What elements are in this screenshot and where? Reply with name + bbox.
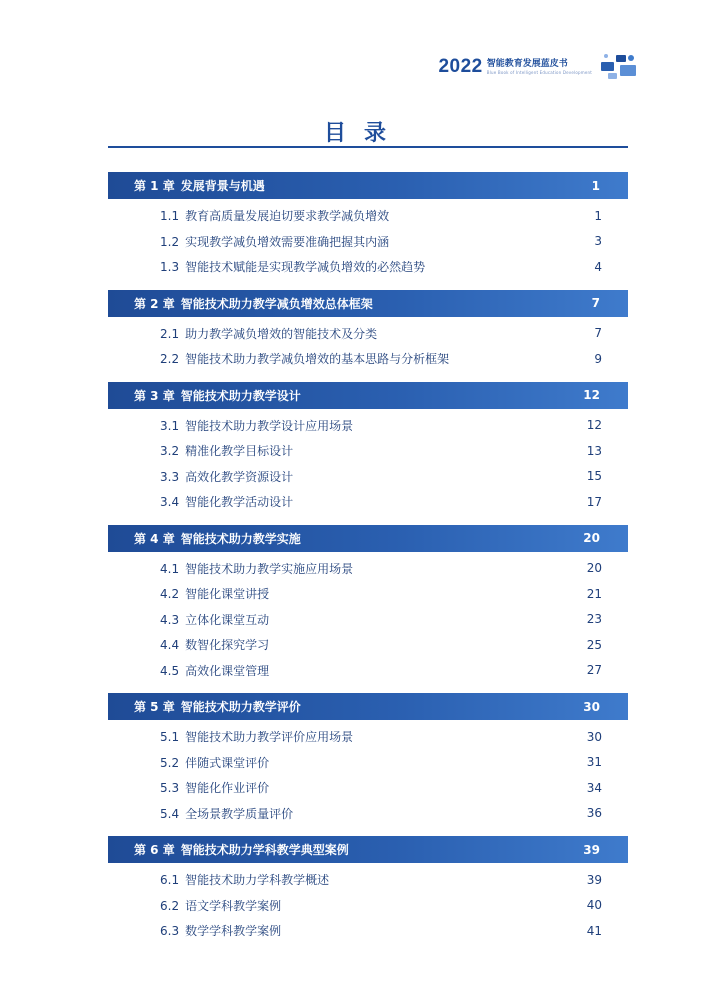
section-number: 2.1 [160, 326, 180, 341]
chapter-number: 第 1 章 [134, 179, 175, 193]
page-header [438, 50, 640, 84]
section-title: 实现教学减负增效需要准确把握其内涵 [185, 234, 390, 249]
chapter-page: 30 [583, 699, 600, 714]
toc-section-5.1[interactable] [108, 724, 628, 750]
toc-section-1.1[interactable] [108, 203, 628, 229]
toc-section-1.2[interactable] [108, 229, 628, 255]
chapter-number: 第 3 章 [134, 388, 175, 403]
chapter-heading [134, 698, 301, 715]
toc-section-4.4[interactable] [108, 632, 628, 658]
section-title: 伴随式课堂评价 [185, 755, 270, 770]
section-title: 全场景教学质量评价 [185, 806, 294, 821]
section-heading [160, 233, 389, 250]
toc-section-3.4[interactable] [108, 489, 628, 515]
section-heading [160, 611, 269, 628]
chapter-title: 智能技术助力教学实施 [180, 531, 301, 546]
section-number: 1.2 [160, 234, 180, 249]
toc-section-4.2[interactable] [108, 581, 628, 607]
section-heading [160, 871, 329, 888]
section-title: 智能化教学活动设计 [185, 495, 294, 510]
toc-section-4.1[interactable] [108, 556, 628, 582]
section-page: 36 [586, 806, 602, 821]
section-heading [160, 417, 353, 434]
brand-text [487, 60, 592, 75]
brand-title: 智能教育发展蓝皮书 [486, 58, 568, 69]
chapter-title: 智能技术助力学科教学典型案例 [180, 843, 349, 857]
toc-chapter-2[interactable] [108, 290, 628, 317]
section-title: 智能技术助力教学设计应用场景 [185, 418, 354, 433]
section-heading [160, 805, 293, 822]
section-page: 1 [594, 208, 602, 223]
section-heading [160, 636, 269, 653]
toc-chapter-5[interactable] [108, 693, 628, 720]
section-number: 1.3 [160, 260, 180, 275]
section-heading [160, 728, 353, 745]
section-heading [160, 207, 389, 224]
toc-chapter-4[interactable] [108, 525, 628, 552]
toc-section-6.1[interactable] [108, 867, 628, 893]
section-heading [160, 325, 377, 342]
toc-section-5.4[interactable] [108, 801, 628, 827]
section-heading [160, 922, 281, 939]
section-number: 3.2 [160, 444, 180, 459]
section-page: 13 [586, 443, 602, 458]
section-heading [160, 442, 293, 459]
section-title: 语文学科教学案例 [185, 898, 282, 913]
section-title: 智能技术助力学科教学概述 [185, 873, 330, 888]
toc-section-6.2[interactable] [108, 893, 628, 919]
section-page: 21 [586, 586, 602, 601]
chapter-number: 第 2 章 [134, 296, 175, 311]
toc-section-4.5[interactable] [108, 658, 628, 684]
section-title: 高效化课堂管理 [185, 663, 270, 678]
section-heading [160, 258, 425, 275]
chapter-heading [134, 295, 373, 312]
chapter-heading [134, 177, 265, 194]
section-number: 5.2 [160, 755, 180, 770]
section-number: 6.3 [160, 924, 180, 939]
section-number: 4.1 [160, 561, 180, 576]
toc-section-2.1[interactable] [108, 321, 628, 347]
title-divider [108, 146, 628, 148]
section-number: 3.1 [160, 418, 180, 433]
section-page: 3 [594, 234, 602, 249]
section-page: 17 [586, 494, 602, 509]
chapter-number: 第 4 章 [134, 531, 175, 546]
section-number: 2.2 [160, 352, 180, 367]
toc-section-4.3[interactable] [108, 607, 628, 633]
chapter-number: 第 5 章 [134, 700, 175, 714]
section-page: 9 [594, 351, 602, 366]
chapter-title: 智能技术助力教学设计 [180, 388, 301, 403]
chapter-heading [134, 530, 301, 547]
section-number: 5.4 [160, 806, 180, 821]
section-title: 高效化教学资源设计 [185, 469, 294, 484]
chapter-page: 1 [591, 178, 600, 193]
toc-section-1.3[interactable] [108, 254, 628, 280]
toc-section-3.3[interactable] [108, 464, 628, 490]
section-page: 7 [594, 326, 602, 341]
section-page: 4 [594, 259, 602, 274]
section-title: 数智化探究学习 [185, 638, 270, 653]
toc-section-5.3[interactable] [108, 775, 628, 801]
chapter-heading [134, 387, 301, 404]
section-number: 1.1 [160, 209, 180, 224]
section-title: 数学学科教学案例 [185, 924, 282, 939]
table-of-contents [108, 172, 628, 944]
toc-title: 目录 [323, 121, 404, 146]
toc-section-3.1[interactable] [108, 413, 628, 439]
toc-chapter-1[interactable] [108, 172, 628, 199]
section-number: 6.2 [160, 898, 180, 913]
section-page: 27 [586, 663, 602, 678]
section-heading [160, 493, 293, 510]
chapter-heading [134, 841, 349, 858]
chapter-title: 发展背景与机遇 [180, 179, 265, 193]
section-number: 3.3 [160, 469, 180, 484]
section-number: 4.4 [160, 638, 180, 653]
section-heading [160, 468, 293, 485]
section-heading [160, 897, 281, 914]
section-number: 5.3 [160, 781, 180, 796]
section-number: 6.1 [160, 873, 180, 888]
section-heading [160, 585, 269, 602]
toc-chapter-3[interactable] [108, 382, 628, 409]
section-page: 20 [586, 561, 602, 576]
section-number: 3.4 [160, 495, 180, 510]
section-title: 智能技术助力教学实施应用场景 [185, 561, 354, 576]
brand-subtitle: Blue Book of Intelligent Education Development [486, 69, 592, 75]
section-heading [160, 754, 269, 771]
chapter-page: 39 [583, 842, 600, 857]
section-heading [160, 662, 269, 679]
section-page: 31 [586, 755, 602, 770]
section-title: 智能技术助力教学减负增效的基本思路与分析框架 [185, 352, 450, 367]
chapter-number: 第 6 章 [134, 843, 175, 857]
section-number: 5.1 [160, 730, 180, 745]
chapter-page: 7 [591, 296, 600, 310]
section-page: 39 [586, 872, 602, 887]
section-title: 助力教学减负增效的智能技术及分类 [185, 326, 378, 341]
toc-section-6.3[interactable] [108, 918, 628, 944]
section-page: 15 [586, 469, 602, 484]
section-page: 40 [586, 898, 602, 913]
section-heading [160, 350, 449, 367]
section-page: 25 [586, 637, 602, 652]
section-heading [160, 560, 353, 577]
toc-section-2.2[interactable] [108, 346, 628, 372]
brand-logo-icon [598, 51, 640, 83]
section-page: 30 [586, 729, 602, 744]
toc-section-5.2[interactable] [108, 750, 628, 776]
section-number: 4.3 [160, 612, 180, 627]
section-title: 立体化课堂互动 [185, 612, 270, 627]
section-number: 4.2 [160, 587, 180, 602]
chapter-title: 智能技术助力教学减负增效总体框架 [180, 296, 373, 311]
section-title: 智能化作业评价 [185, 781, 270, 796]
section-page: 34 [586, 780, 602, 795]
section-heading [160, 779, 269, 796]
toc-chapter-6[interactable] [108, 836, 628, 863]
section-page: 41 [586, 923, 602, 938]
chapter-page: 20 [583, 531, 600, 545]
section-page: 12 [586, 418, 602, 433]
section-title: 精准化教学目标设计 [185, 444, 294, 459]
chapter-title: 智能技术助力教学评价 [180, 700, 301, 714]
section-number: 4.5 [160, 663, 180, 678]
section-page: 23 [586, 612, 602, 627]
section-title: 智能技术助力教学评价应用场景 [185, 730, 354, 745]
section-title: 智能化课堂讲授 [185, 587, 270, 602]
section-title: 教育高质量发展迫切要求教学减负增效 [185, 209, 390, 224]
brand-year: 2022 [438, 56, 483, 77]
toc-section-3.2[interactable] [108, 438, 628, 464]
section-title: 智能技术赋能是实现教学减负增效的必然趋势 [185, 260, 426, 275]
chapter-page: 12 [583, 388, 600, 402]
